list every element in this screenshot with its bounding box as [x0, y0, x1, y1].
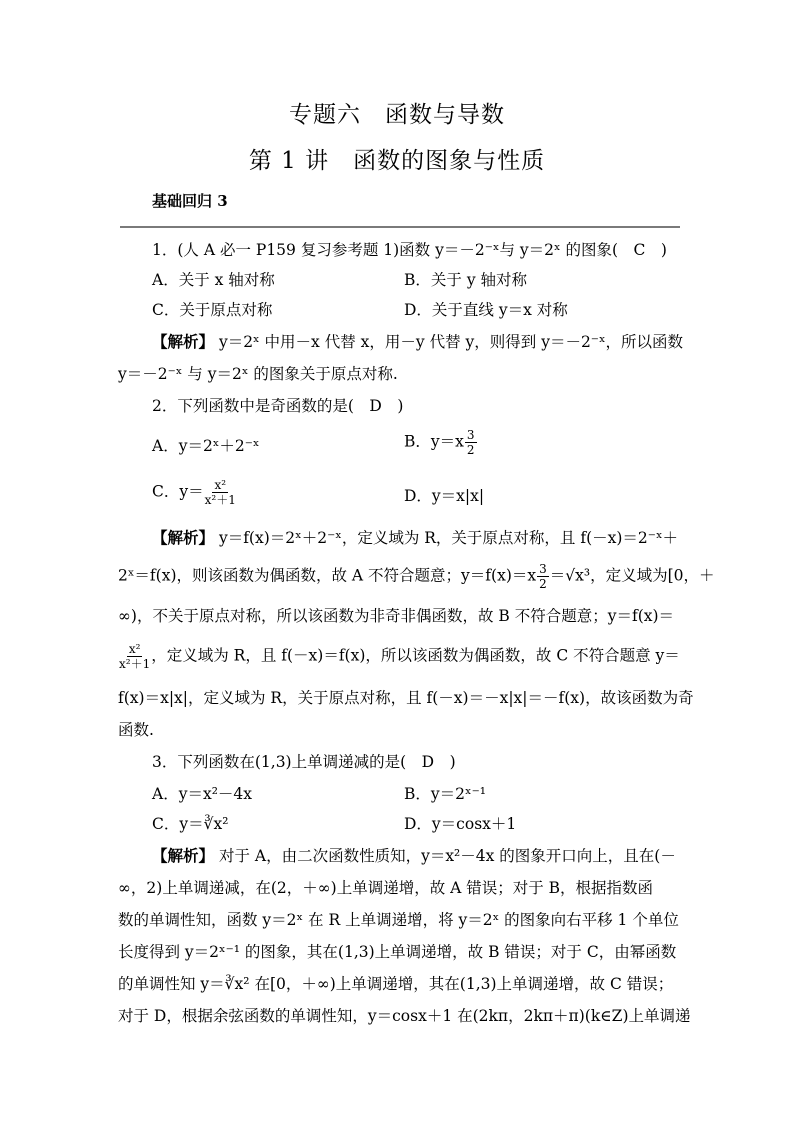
q3-option-c: C．y＝∛x² [152, 815, 229, 833]
lesson-title: 第 1 讲 函数的图象与性质 [248, 148, 546, 174]
q3-option-b: B．y＝2ˣ⁻¹ [404, 785, 486, 803]
q1-analysis-line-1 [152, 332, 683, 352]
divider [120, 226, 680, 228]
q1-stem: 1．(人 A 必一 P159 复习参考题 1)函数 y＝－2⁻ˣ与 y＝2ˣ 的图象( C ) [152, 241, 667, 259]
analysis-text: y＝2ˣ 中用－x 代替 x，用－y 代替 y，则得到 y＝－2⁻ˣ，所以函数 [214, 333, 684, 351]
q2-option-c-text: C．y＝ [152, 482, 204, 501]
fraction-denominator: 2 [466, 443, 475, 457]
fraction-numerator: 3 [539, 562, 547, 576]
q1-option-a: A．关于 x 轴对称 [152, 271, 275, 289]
q3-analysis-line-2: ∞，2)上单调递减，在(2，＋∞)上单调递增，故 A 错误；对于 B，根据指数函 [118, 879, 654, 897]
q2-option-b-text: B．y＝x [404, 432, 464, 451]
fraction-denominator: x²＋1 [119, 657, 151, 671]
q2-analysis-line-5: f(x)＝x|x|，定义域为 R，关于原点对称，且 f(－x)＝－x|x|＝－f(x)，故该函数为奇 [118, 689, 694, 707]
analysis-text: 对于 A，由二次函数性质知，y＝x²－4x 的图象开口向上，且在(－ [214, 847, 676, 865]
q2-option-a: A．y＝2ˣ＋2⁻ˣ [152, 437, 260, 455]
analysis-text: y＝f(x)＝2ˣ＋2⁻ˣ，定义域为 R，关于原点对称，且 f(－x)＝2⁻ˣ＋ [214, 529, 679, 547]
q2-option-d: D．y＝x|x| [404, 487, 485, 505]
fraction-numerator: 3 [466, 428, 475, 442]
q2-stem: 2．下列函数中是奇函数的是( D ) [152, 397, 404, 415]
analysis-tag: 【解析】 [152, 846, 215, 865]
section-label: 基础回归 3 [152, 192, 228, 210]
q1-option-b: B．关于 y 轴对称 [404, 271, 528, 289]
q3-analysis-line-3: 数的单调性知，函数 y＝2ˣ 在 R 上单调递增，将 y＝2ˣ 的图象向右平移 1 个单位 [118, 911, 679, 929]
fraction [465, 428, 477, 457]
q3-option-a: A．y＝x²－4x [152, 785, 253, 803]
fraction-denominator: 2 [539, 577, 547, 591]
q3-analysis-line-6: 对于 D，根据余弦函数的单调性知，y＝cosx＋1 在(2kπ，2kπ＋π)(k∈Z)上单调递 [118, 1007, 691, 1025]
fraction [119, 642, 150, 671]
q1-option-d: D．关于直线 y＝x 对称 [404, 301, 568, 319]
q2-analysis-line-4 [118, 642, 680, 671]
analysis-tag: 【解析】 [152, 332, 215, 351]
q3-option-d: D．y＝cosx＋1 [404, 815, 517, 833]
analysis-text: 2ˣ＝f(x)，则该函数为偶函数，故 A 不符合题意；y＝f(x)＝x [118, 566, 537, 585]
q2-option-c [152, 478, 237, 507]
q1-analysis-line-2: y＝－2⁻ˣ 与 y＝2ˣ 的图象关于原点对称. [118, 365, 398, 383]
q3-analysis-line-1 [152, 846, 676, 866]
chapter-title: 专题六 函数与导数 [289, 102, 505, 128]
fraction [537, 562, 549, 591]
q3-analysis-line-4: 长度得到 y＝2ˣ⁻¹ 的图象，其在(1,3)上单调递增，故 B 错误；对于 C，由幂函数 [118, 943, 677, 961]
q2-analysis-line-2 [118, 562, 715, 591]
fraction-numerator: x² [214, 478, 227, 492]
q1-option-c: C．关于原点对称 [152, 301, 273, 319]
analysis-tag: 【解析】 [152, 528, 215, 547]
q2-option-b [404, 428, 478, 457]
fraction [205, 478, 236, 507]
fraction-denominator: x²＋1 [204, 493, 236, 507]
analysis-text: ＝√x³，定义域为[0，＋ [549, 566, 715, 585]
q2-analysis-line-1 [152, 528, 678, 548]
fraction-numerator: x² [128, 642, 141, 656]
q2-analysis-line-3: ∞)，不关于原点对称，所以该函数为非奇非偶函数，故 B 不符合题意；y＝f(x)＝ [118, 607, 675, 625]
q3-analysis-line-5: 的单调性知 y＝∛x² 在[0，＋∞)上单调递增，其在(1,3)上单调递增，故 C 错误； [118, 975, 674, 993]
analysis-text: ，定义域为 R，且 f(－x)＝f(x)，所以该函数为偶函数，故 C 不符合题意 y＝ [151, 646, 680, 665]
q3-stem: 3．下列函数在(1,3)上单调递减的是( D ) [152, 753, 456, 771]
q2-analysis-line-6: 函数. [118, 721, 154, 739]
